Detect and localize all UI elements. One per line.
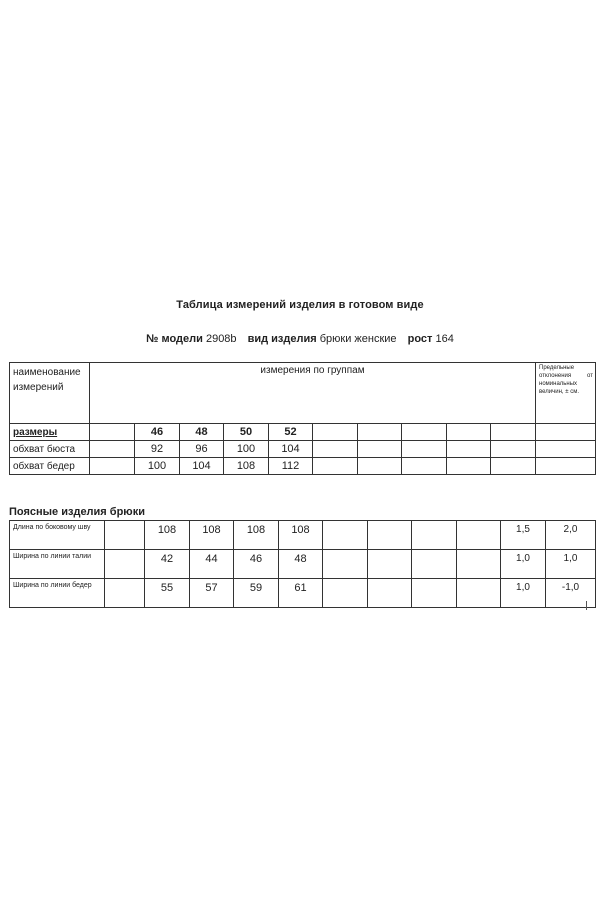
table-row (10, 521, 596, 550)
tolerance-cell: 1,5 (501, 521, 546, 550)
value-cell: 96 (180, 441, 224, 458)
value-cell: 108 (234, 521, 279, 550)
type-value: брюки женские (319, 333, 397, 345)
size-cell: 46 (135, 424, 180, 441)
groups-header: измерения по группам (260, 365, 365, 376)
table-row (10, 579, 596, 608)
value-cell: 108 (190, 521, 234, 550)
tolerance-cell: -1,0 (546, 579, 596, 608)
value-cell: 104 (180, 458, 224, 475)
tolerance-cell: 2,0 (546, 521, 596, 550)
tolerance-header: Предельные отклонения от номинальных величин, ± см. (539, 365, 593, 395)
value-cell: 108 (145, 521, 190, 550)
trousers-table (9, 520, 596, 608)
value-cell: 44 (190, 550, 234, 579)
value-cell: 42 (145, 550, 190, 579)
value-cell: 108 (279, 521, 323, 550)
value-cell: 57 (190, 579, 234, 608)
value-cell: 46 (234, 550, 279, 579)
tolerance-cell: 1,0 (501, 579, 546, 608)
value-cell: 100 (135, 458, 180, 475)
sizes-label: размеры (10, 424, 90, 441)
document-title: Таблица измерений изделия в готовом виде (176, 299, 424, 311)
value-cell: 112 (269, 458, 313, 475)
name-header-cell (10, 363, 90, 424)
model-value: 2908b (205, 333, 237, 345)
size-cell: 50 (224, 424, 269, 441)
height-label: рост (407, 333, 433, 345)
row-label: Длина по боковому шву (10, 521, 105, 550)
row-label: Ширина по линии талии (10, 550, 105, 579)
groups-header-cell (90, 363, 536, 424)
value-cell: 59 (234, 579, 279, 608)
value-cell: 61 (279, 579, 323, 608)
sizes-row (10, 424, 596, 441)
section-title: Поясные изделия брюки (9, 506, 145, 518)
size-cell: 52 (269, 424, 313, 441)
type-label: вид изделия (247, 333, 317, 345)
table-header-row (10, 363, 596, 424)
name-header: наименование измерений (13, 367, 81, 393)
row-label: обхват бедер (10, 458, 90, 475)
height-value: 164 (435, 333, 454, 345)
measurements-table (9, 362, 596, 475)
model-info (0, 333, 600, 345)
table-row (10, 550, 596, 579)
value-cell: 108 (224, 458, 269, 475)
size-cell: 48 (180, 424, 224, 441)
value-cell: 92 (135, 441, 180, 458)
value-cell: 104 (269, 441, 313, 458)
table-row (10, 441, 596, 458)
value-cell: 55 (145, 579, 190, 608)
row-label: обхват бюста (10, 441, 90, 458)
tolerance-cell: 1,0 (546, 550, 596, 579)
table-row (10, 458, 596, 475)
row-label: Ширина по линии бедер (10, 579, 105, 608)
table-edge-mark (586, 601, 587, 610)
tolerance-header-cell (536, 363, 596, 424)
tolerance-cell: 1,0 (501, 550, 546, 579)
value-cell: 100 (224, 441, 269, 458)
value-cell: 48 (279, 550, 323, 579)
model-label: № модели (146, 333, 203, 345)
